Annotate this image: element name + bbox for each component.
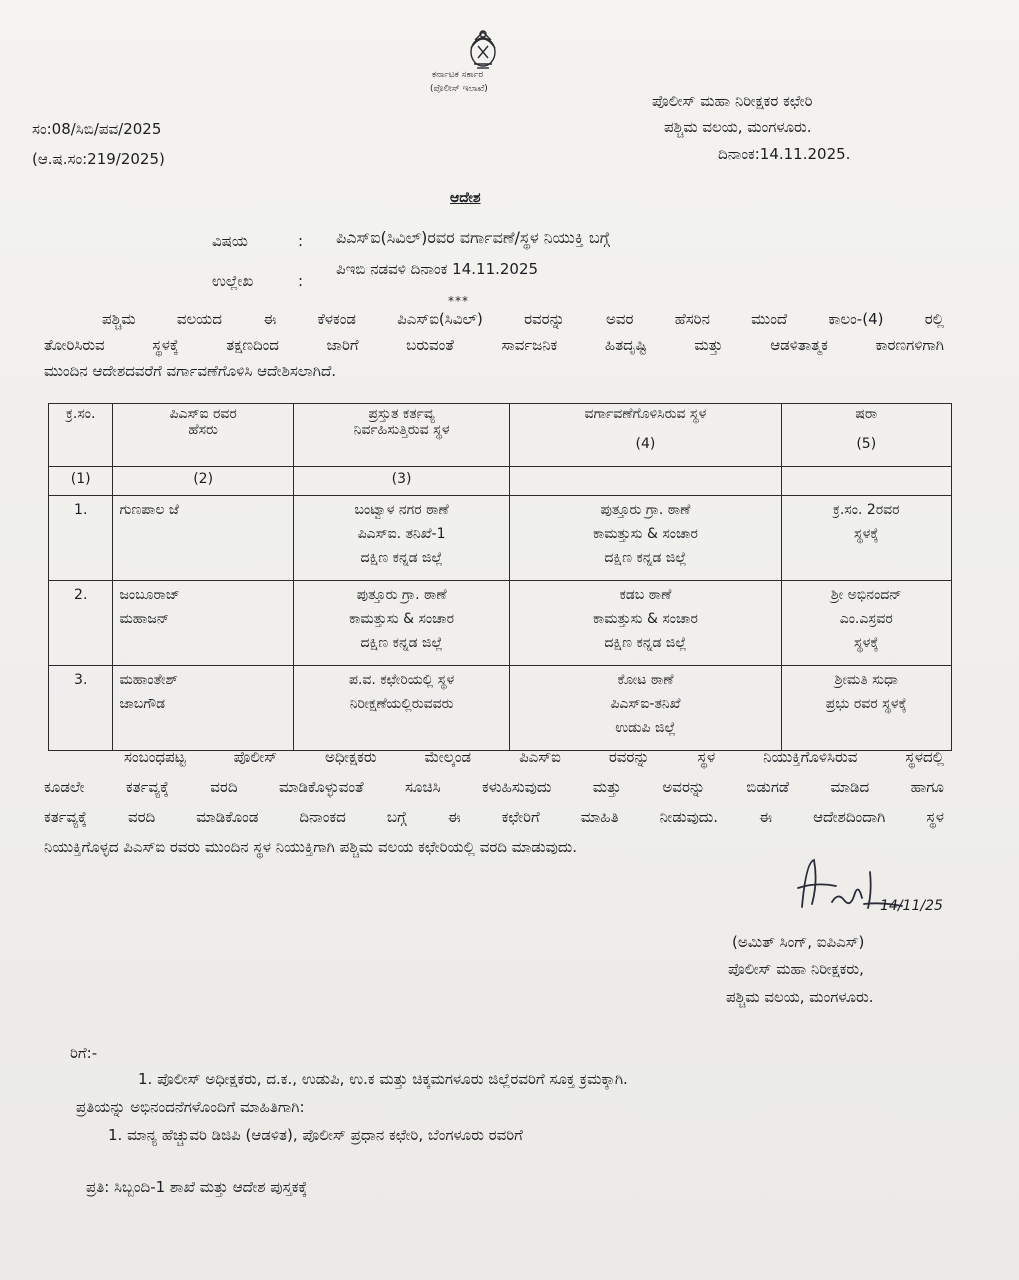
signatory-office: ಪಶ್ಚಿಮ ವಲಯ, ಮಂಗಳೂರು.	[726, 988, 874, 1006]
row-name	[113, 666, 293, 751]
header-name	[113, 404, 293, 467]
remarks-line: ಶ್ರೀ ಅಭಿನಂದನ್	[830, 587, 902, 603]
posted-line: ಉಡುಪಿ ಜಿಲ್ಲೆ	[615, 720, 676, 736]
column-number: (2)	[113, 467, 293, 496]
name-line: ಗುಣಪಾಲ ಜೆ	[119, 502, 179, 518]
row-remarks	[781, 666, 951, 751]
header-remarks-label: ಷರಾ	[855, 406, 878, 422]
signature-date: 14/11/25	[880, 898, 943, 914]
row-posted	[510, 581, 781, 666]
remarks-line: ಸ್ಥಳಕ್ಕೆ	[853, 526, 879, 542]
closing-line: ನಿಯುಕ್ತಿಗೊಳ್ಳದ ಪಿಎಸ್ಐ ರವರು ಮುಂದಿನ ಸ್ಥಳ ನಿಯುಕ್ತಿಗಾಗಿ ಪಶ್ಚಿಮ ವಲಯ ಕಛೇರಿಯಲ್ಲಿ ವರದಿ ಮಾಡುವುದು.	[44, 838, 578, 856]
column-number-empty	[510, 467, 781, 496]
cc-item: 1. ಮಾನ್ಯ ಹೆಚ್ಚುವರಿ ಡಿಜಿಪಿ (ಆಡಳಿತ), ಪೊಲೀಸ್ ಪ್ರಧಾನ ಕಛೇರಿ, ಬೆಂಗಳೂರು ರವರಿಗೆ	[108, 1126, 523, 1144]
posted-line: ದಕ್ಷಿಣ ಕನ್ನಡ ಜಿಲ್ಲೆ	[604, 550, 687, 566]
table-header-row	[49, 404, 952, 467]
current-line: ಬಂಟ್ವಾಳ ನಗರ ಠಾಣೆ	[354, 502, 449, 518]
signatory-title: ಪೊಲೀಸ್ ಮಹಾ ನಿರೀಕ್ಷಕರು,	[728, 960, 864, 978]
reference-number: ಸಂ:08/ಸಿಬಿ/ಪವ/2025	[32, 120, 162, 138]
header-remarks-number: (5)	[856, 436, 877, 452]
remarks-line: ಕ್ರ.ಸಂ. 2ರವರ	[832, 502, 900, 518]
current-line: ನಿರೀಕ್ಷಣೆಯಲ್ಲಿರುವವರು	[349, 696, 454, 712]
intro-line: ತೋರಿಸಿರುವ ಸ್ಥಳಕ್ಕೆ ತಕ್ಷಣದಿಂದ ಜಾರಿಗೆ ಬರುವಂತೆ ಸಾರ್ವಜನಿಕ ಹಿತದೃಷ್ಟಿ ಮತ್ತು ಆಡಳಿತಾತ್ಮಕ ಕಾರಣಗಳಿಗಾಗಿ	[44, 336, 944, 354]
current-line: ಪ.ವ. ಕಛೇರಿಯಲ್ಲಿ ಸ್ಥಳ	[348, 672, 455, 688]
column-number-row	[49, 467, 952, 496]
current-line: ದಕ್ಷಿಣ ಕನ್ನಡ ಜಿಲ್ಲೆ	[360, 635, 443, 651]
department-name: (ಪೊಲೀಸ್ ಇಲಾಖೆ)	[430, 84, 488, 94]
column-number-empty	[781, 467, 951, 496]
column-number: (3)	[293, 467, 510, 496]
separator-stars: ***	[448, 294, 469, 308]
header-posted-label: ವರ್ಗಾವಣೆಗೊಳಿಸಿರುವ ಸ್ಥಳ	[584, 406, 707, 422]
posted-line: ದಕ್ಷಿಣ ಕನ್ನಡ ಜಿಲ್ಲೆ	[604, 635, 687, 651]
signatory-name: (ಅಮಿತ್ ಸಿಂಗ್, ಐಪಿಎಸ್)	[732, 933, 865, 951]
column-number: (1)	[49, 467, 113, 496]
copy-note: ಪ್ರತಿ: ಸಿಬ್ಬಂದಿ-1 ಶಾಖೆ ಮತ್ತು ಆದೇಶ ಪುಸ್ತಕಕ್ಕೆ	[86, 1178, 308, 1196]
current-line: ಪಿಎಸ್ಐ. ತನಿಖೆ-1	[357, 526, 446, 542]
govt-name: ಕರ್ನಾಟಕ ಸರ್ಕಾರ	[432, 70, 484, 80]
row-current	[293, 581, 510, 666]
current-line: ಕಾಮತ್ತುಸು & ಸಂಚಾರ	[349, 611, 455, 627]
remarks-line: ಸ್ಥಳಕ್ಕೆ	[853, 635, 879, 651]
transfer-table	[48, 403, 952, 751]
intro-line: ಪಶ್ಚಿಮ ವಲಯದ ಈ ಕೆಳಕಂಡ ಪಿಎಸ್ಐ(ಸಿವಿಲ್) ರವರನ್ನು ಅವರ ಹೆಸರಿನ ಮುಂದೆ ಕಾಲಂ-(4) ರಲ್ಲಿ	[102, 310, 944, 328]
current-line: ಪುತ್ತೂರು ಗ್ರಾ. ಠಾಣೆ	[356, 587, 447, 603]
header-posted-number: (4)	[635, 436, 656, 452]
subject-text: ಪಿಎಸ್ಐ(ಸಿವಿಲ್)ರವರ ವರ್ಗಾವಣೆ/ಸ್ಥಳ ನಿಯುಕ್ತಿ ಬಗ್ಗೆ	[336, 228, 610, 247]
row-sl: 3.	[49, 666, 113, 751]
remarks-line: ಪ್ರಭು ರವರ ಸ್ಥಳಕ್ಕೆ	[825, 696, 907, 712]
posted-line: ಪುತ್ತೂರು ಗ್ರಾ. ಠಾಣೆ	[600, 502, 691, 518]
cc-label: ಪ್ರತಿಯನ್ನು ಅಭಿನಂದನೆಗಳೊಂದಿಗೆ ಮಾಹಿತಿಗಾಗಿ:	[76, 1098, 305, 1116]
subject-colon: :	[298, 232, 304, 250]
name-line: ಜಾಬಗೌಡ	[119, 696, 165, 712]
name-line: ಮಹಾಂತೇಶ್	[119, 672, 178, 688]
office-name: ಪೊಲೀಸ್ ಮಹಾ ನಿರೀಕ್ಷಕರ ಕಛೇರಿ	[652, 92, 813, 110]
subject-label: ವಿಷಯ	[212, 232, 248, 250]
table-row	[49, 581, 952, 666]
reference-colon: :	[298, 272, 304, 290]
recipients-label: ರಿಗೆ:-	[70, 1044, 98, 1062]
row-name	[113, 496, 293, 581]
table-row	[49, 496, 952, 581]
posted-line: ಕೋಟ ಠಾಣೆ	[617, 672, 674, 688]
recipient-item: 1. ಪೊಲೀಸ್ ಅಧೀಕ್ಷಕರು, ದ.ಕ., ಉಡುಪಿ, ಉ.ಕ ಮತ್ತು ಚಿಕ್ಕಮಗಳೂರು ಜಿಲ್ಲೆರವರಿಗೆ ಸೂಕ್ತ ಕ್ರಮಕ್ಕಾಗಿ.	[138, 1070, 628, 1088]
header-sl: ಕ್ರ.ಸಂ.	[49, 404, 113, 467]
posted-line: ಕಡಬ ಠಾಣೆ	[619, 587, 672, 603]
row-remarks	[781, 581, 951, 666]
reference-text: ಪಿಇಬಿ ನಡವಳಿ ದಿನಾಂಕ 14.11.2025	[336, 260, 539, 278]
table-row	[49, 666, 952, 751]
posted-line: ಕಾಮತ್ತುಸು & ಸಂಚಾರ	[593, 526, 698, 542]
office-location: ಪಶ್ಚಿಮ ವಲಯ, ಮಂಗಳೂರು.	[664, 118, 812, 136]
row-posted	[510, 666, 781, 751]
header-current-posting	[293, 404, 510, 467]
row-current	[293, 496, 510, 581]
intro-paragraph	[44, 306, 944, 384]
remarks-line: ಶ್ರೀಮತಿ ಸುಧಾ	[834, 672, 898, 688]
header-name-line: ಪಿಎಸ್ಐ ರವರ	[169, 406, 237, 422]
intro-line: ಮುಂದಿನ ಆದೇಶದವರೆಗೆ ವರ್ಗಾವಣೆಗೊಳಿಸಿ ಆದೇಶಿಸಲಾಗಿದೆ.	[44, 362, 337, 380]
posted-line: ಪಿಎಸ್ಐ-ತನಿಖೆ	[610, 696, 681, 712]
header-remarks	[781, 404, 951, 467]
closing-paragraph	[44, 742, 944, 862]
posted-line: ಕಾಮತ್ತುಸು & ಸಂಚಾರ	[593, 611, 698, 627]
header-name-line: ಹೆಸರು	[188, 422, 218, 438]
sub-reference-number: (ಆ.ಷ.ಸಂ:219/2025)	[32, 150, 165, 168]
row-posted	[510, 496, 781, 581]
order-heading: ಆದೇಶ	[450, 190, 481, 206]
remarks-line: ಎಂ.ಎಸ್ರವರ	[839, 611, 893, 627]
closing-line: ಕರ್ತವ್ಯಕ್ಕೆ ವರದಿ ಮಾಡಿಕೊಂಡ ದಿನಾಂಕದ ಬಗ್ಗೆ ಈ ಕಛೇರಿಗೆ ಮಾಹಿತಿ ನೀಡುವುದು. ಈ ಆದೇಶದಿಂದಾಗಿ ಸ್ಥಳ	[44, 808, 944, 826]
name-line: ಮಹಾಜನ್	[119, 611, 170, 627]
row-name	[113, 581, 293, 666]
header-current-line: ಪ್ರಸ್ತುತ ಕರ್ತವ್ಯ	[368, 406, 435, 422]
current-line: ದಕ್ಷಿಣ ಕನ್ನಡ ಜಿಲ್ಲೆ	[360, 550, 443, 566]
header-current-line: ನಿರ್ವಹಿಸುತ್ತಿರುವ ಸ್ಥಳ	[353, 422, 450, 438]
state-emblem-icon	[448, 26, 518, 74]
closing-line: ಕೂಡಲೇ ಕರ್ತವ್ಯಕ್ಕೆ ವರದಿ ಮಾಡಿಕೊಳ್ಳುವಂತೆ ಸೂಚಿಸಿ ಕಳುಹಿಸುವುದು ಮತ್ತು ಅವರನ್ನು ಬಿಡುಗಡೆ ಮಾಡಿದ ಹಾಗೂ	[44, 778, 944, 796]
closing-line: ಸಂಬಂಧಪಟ್ಟ ಪೊಲೀಸ್ ಅಧೀಕ್ಷಕರು ಮೇಲ್ಕಂಡ ಪಿಎಸ್ಐ ರವರನ್ನು ಸ್ಥಳ ನಿಯುಕ್ತಿಗೊಳಿಸಿರುವ ಸ್ಥಳದಲ್ಲಿ	[124, 748, 944, 766]
order-date: ದಿನಾಂಕ:14.11.2025.	[718, 145, 851, 163]
row-remarks	[781, 496, 951, 581]
reference-label: ಉಲ್ಲೇಖ	[212, 272, 254, 290]
row-current	[293, 666, 510, 751]
name-line: ಜಂಬೂರಾಜ್	[119, 587, 180, 603]
header-transferred-posting	[510, 404, 781, 467]
row-sl: 2.	[49, 581, 113, 666]
row-sl: 1.	[49, 496, 113, 581]
